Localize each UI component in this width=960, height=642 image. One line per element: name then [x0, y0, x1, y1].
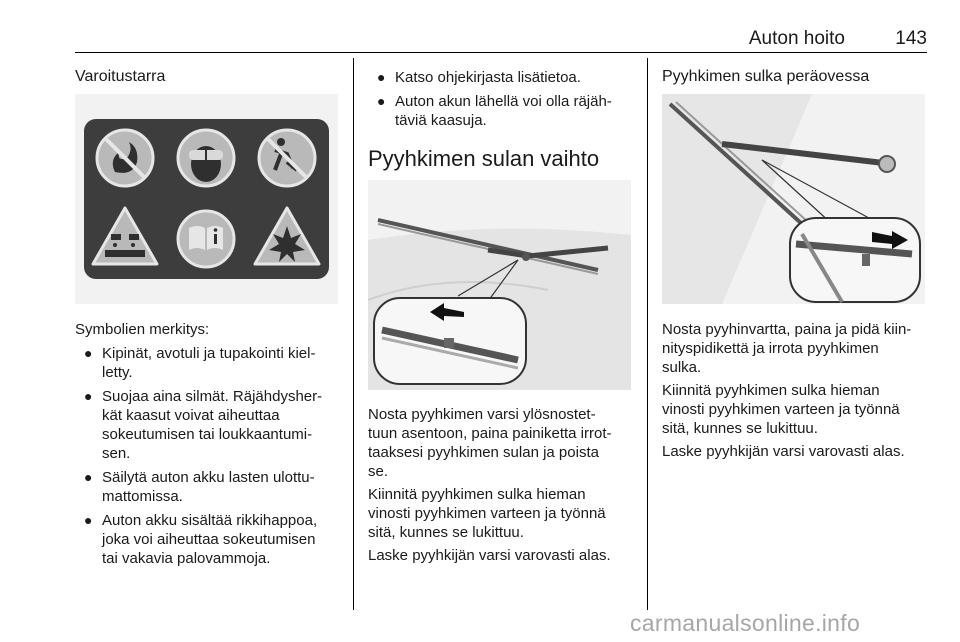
rear-wiper-instructions [662, 320, 934, 465]
column-divider-1 [353, 58, 354, 610]
keep-away-children-icon [259, 130, 315, 186]
symbol-meaning-list [75, 344, 350, 573]
rear-wiper-illustration [662, 94, 925, 304]
rear-wiper-heading: Pyyhkimen sulka peräovessa [662, 68, 870, 85]
instruction-paragraph: Nosta pyyhinvartta, paina ja pidä kiin- nityspidikettä ja irrota pyyhkimen sulka. [662, 321, 912, 376]
list-item: ● Auton akun lähellä voi olla räjäh- täviä kaasuja. [377, 93, 612, 129]
header-rule [75, 52, 927, 53]
instruction-paragraph: Kiinnitä pyyhkimen sulka hieman vinosti pyyhkimen varteen ja työnnä sitä, kunnes se lukittuu. [662, 382, 900, 437]
read-manual-icon [178, 211, 234, 267]
instruction-paragraph: Laske pyyhkijän varsi varovasti alas. [662, 443, 905, 460]
wiper-blade-replacement-heading: Pyyhkimen sulan vaihto [368, 146, 600, 171]
bullet-icon: ● [377, 69, 386, 85]
bullet-icon: ● [84, 388, 93, 404]
list-item: ● Auton akku sisältää rikkihappoa, joka voi aiheuttaa sokeutumisen tai vakavia palovammoja. [84, 512, 318, 567]
warning-label-figure [75, 94, 338, 304]
instruction-paragraph: Laske pyyhkijän varsi varovasti alas. [368, 547, 611, 564]
list-item: ● Katso ohjekirjasta lisätietoa. [377, 69, 581, 86]
wiper-instructions [368, 405, 640, 569]
no-fire-icon [97, 130, 153, 186]
list-item: ● Suojaa aina silmät. Räjähdysher- kät kaasut voivat aiheuttaa sokeutumisen tai loukkaantumi- sen. [84, 388, 323, 462]
windscreen-wiper-illustration [368, 180, 631, 390]
windscreen-wiper-figure [368, 180, 631, 390]
bullet-icon: ● [84, 512, 93, 528]
list-item: ● Säilytä auton akku lasten ulottu- mattomissa. [84, 469, 315, 505]
warning-label-illustration [75, 94, 338, 304]
bullet-icon: ● [84, 345, 93, 361]
page-header [75, 28, 927, 52]
page-number: 143 [895, 28, 927, 49]
column-divider-2 [647, 58, 648, 610]
instruction-paragraph: Kiinnitä pyyhkimen sulka hieman vinosti pyyhkimen varteen ja työnnä sitä, kunnes se lukittuu. [368, 486, 606, 541]
symbol-legend-label: Symbolien merkitys: [75, 321, 210, 338]
bullet-icon: ● [377, 93, 386, 109]
watermark-text: carmanualsonline.info [630, 610, 861, 636]
instruction-paragraph: Nosta pyyhkimen varsi ylösnostet- tuun asentoon, paina painiketta irrot- taaksesi pyyhkimen sulan ja poista se. [368, 406, 612, 480]
rear-wiper-figure [662, 94, 925, 304]
battery-info-list [368, 68, 638, 135]
bullet-icon: ● [84, 469, 93, 485]
list-item: ● Kipinät, avotuli ja tupakointi kiel- letty. [84, 345, 316, 381]
section-title: Auton hoito [748, 28, 845, 49]
warning-label-heading: Varoitustarra [75, 68, 166, 85]
eye-protection-icon [178, 130, 234, 186]
